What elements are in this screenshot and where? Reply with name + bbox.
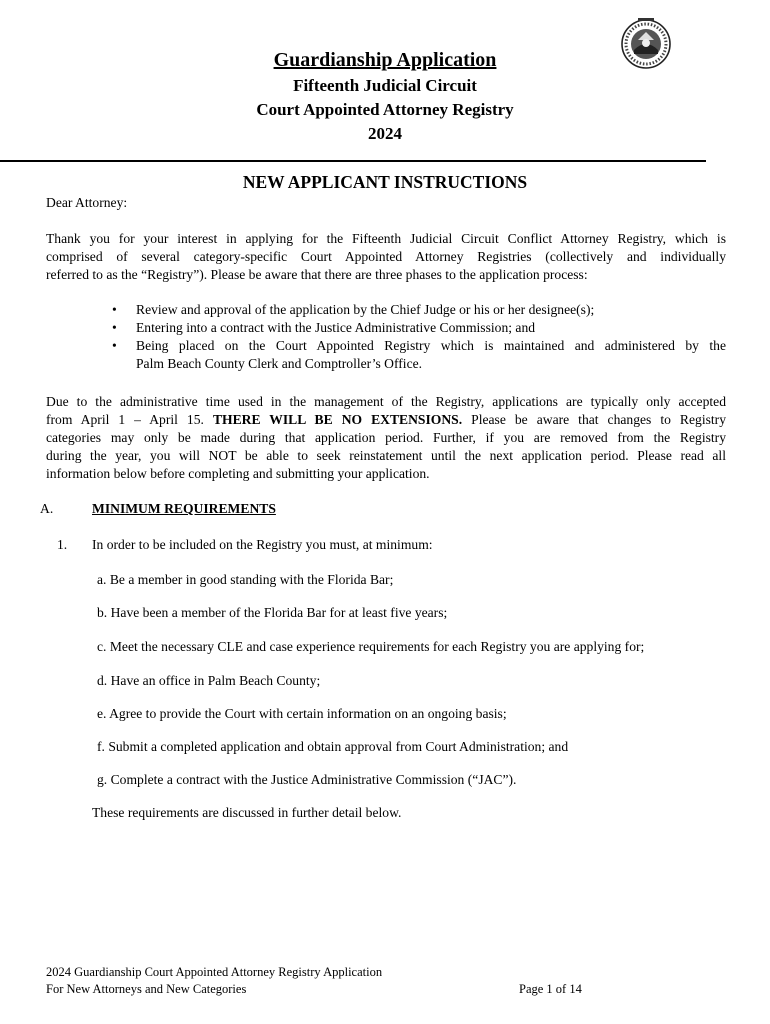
period-text: Please be aware that changes to Registry <box>462 412 726 427</box>
bullet-icon: • <box>112 320 117 335</box>
intro-paragraph <box>46 230 726 284</box>
phase-text: Entering into a contract with the Justice Administrative Commission; and <box>136 320 536 335</box>
requirement-item: b. Have been a member of the Florida Bar for at least five years; <box>97 605 448 620</box>
requirement-item: a. Be a member in good standing with the Florida Bar; <box>97 572 394 587</box>
section-title: MINIMUM REQUIREMENTS <box>92 501 276 516</box>
list-item <box>112 301 726 319</box>
phase-text: Review and approval of the application by the Chief Judge or his or her designee(s); <box>136 302 595 317</box>
period-dates: from April 1 – April 15. <box>46 412 213 427</box>
phase-text: Palm Beach County Clerk and Comptroller’s Office. <box>136 356 423 371</box>
intro-line: Thank you for your interest in applying for the Fifteenth Judicial Circuit Conflict Attorney Registry, which is <box>46 231 726 246</box>
salutation: Dear Attorney: <box>46 195 128 210</box>
period-line: categories may only be made during that application period. Further, if you are removed from the Registry <box>46 430 726 445</box>
circuit-heading: Fifteenth Judicial Circuit <box>293 76 477 95</box>
intro-line: referred to as the “Registry”). Please be aware that there are three phases to the application process: <box>46 267 588 282</box>
footer-title: 2024 Guardianship Court Appointed Attorney Registry Application <box>46 965 383 979</box>
bullet-icon: • <box>112 338 117 353</box>
year-heading: 2024 <box>368 124 402 143</box>
list-item <box>112 337 726 373</box>
bullet-icon: • <box>112 302 117 317</box>
document-title: Guardianship Application <box>273 49 497 71</box>
phase-list <box>112 301 726 373</box>
period-line: Due to the administrative time used in the management of the Registry, applications are typically only accepted <box>46 394 726 409</box>
closing-text: These requirements are discussed in further detail below. <box>92 805 402 820</box>
requirement-item: f. Submit a completed application and obtain approval from Court Administration; and <box>97 739 569 754</box>
period-line: information below before completing and submitting your application. <box>46 466 430 481</box>
item-number: 1. <box>57 537 68 552</box>
application-period-paragraph <box>46 393 726 483</box>
footer-subtitle: For New Attorneys and New Categories <box>46 982 247 996</box>
no-extensions-notice: THERE WILL BE NO EXTENSIONS. <box>212 412 463 427</box>
period-line <box>46 411 726 429</box>
requirement-item: c. Meet the necessary CLE and case experience requirements for each Registry you are applying for; <box>97 639 645 654</box>
registry-heading: Court Appointed Attorney Registry <box>256 100 514 119</box>
page-number: Page 1 of 14 <box>519 982 582 996</box>
requirement-item: d. Have an office in Palm Beach County; <box>97 673 321 688</box>
requirement-item: e. Agree to provide the Court with certain information on an ongoing basis; <box>97 706 507 721</box>
list-item <box>112 319 726 337</box>
period-line: during the year, you will NOT be able to seek reinstatement until the next application period. Please read all <box>46 448 726 463</box>
instructions-heading: NEW APPLICANT INSTRUCTIONS <box>242 172 528 192</box>
intro-line: comprised of several category-specific Court Appointed Attorney Registries (collectively and individually <box>46 249 726 264</box>
header-divider <box>0 160 706 162</box>
requirement-item: g. Complete a contract with the Justice Administrative Commission (“JAC”). <box>97 772 517 787</box>
phase-text: Being placed on the Court Appointed Registry which is maintained and administered by the <box>136 338 726 353</box>
section-letter: A. <box>40 501 54 516</box>
item-text: In order to be included on the Registry you must, at minimum: <box>92 537 433 552</box>
